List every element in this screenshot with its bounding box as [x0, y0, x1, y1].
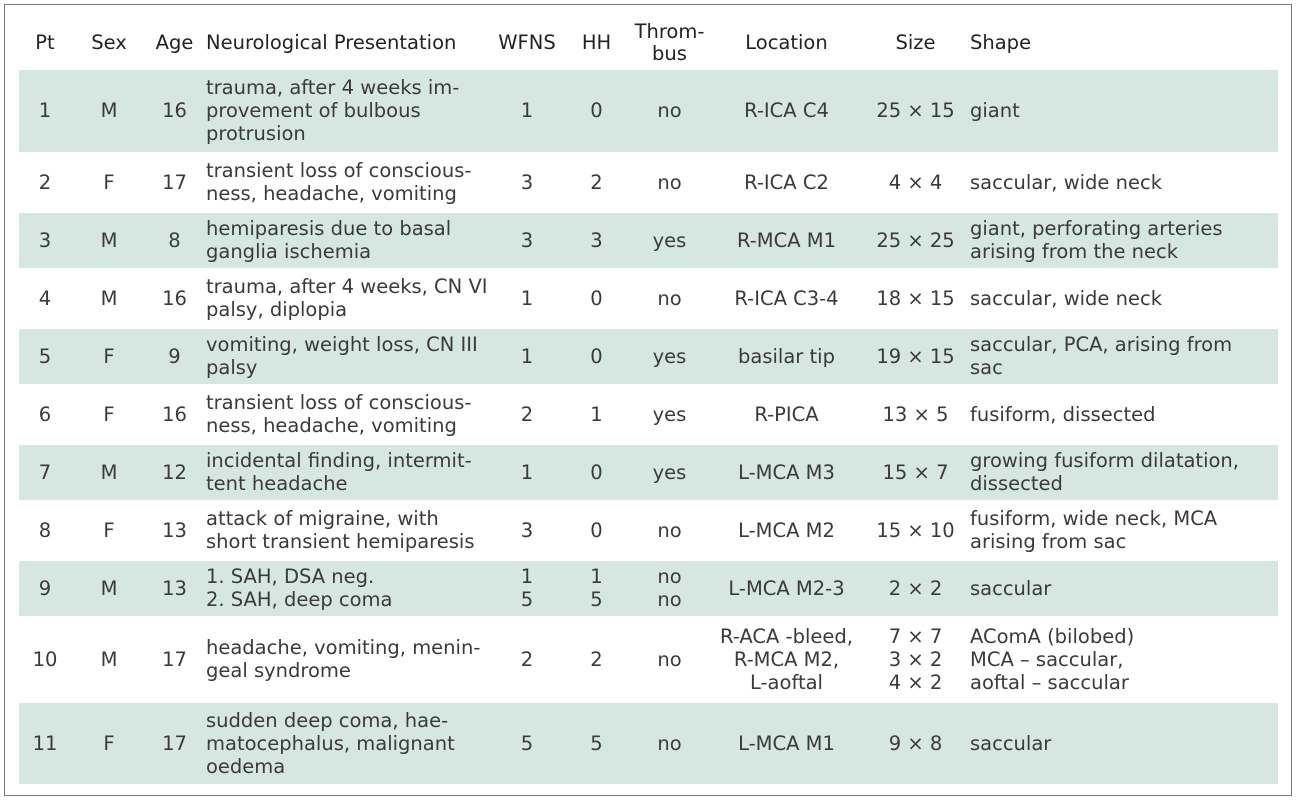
aneurysm-patient-table [19, 15, 1278, 787]
cell-shape-line: saccular, wide neck [970, 286, 1163, 310]
cell-presentation [202, 153, 494, 211]
cell-wfns [494, 269, 560, 327]
cell-wfns-line: 3 [520, 170, 534, 194]
cell-wfns-line: 5 [520, 588, 534, 611]
header-thrombus-line2: bus [652, 41, 687, 65]
cell-presentation-line: incidental finding, intermit- [206, 449, 472, 472]
cell-hh [560, 327, 633, 385]
cell-location [706, 559, 867, 617]
header-thrombus [633, 15, 706, 70]
cell-thrombus-line: yes [652, 344, 687, 368]
cell-presentation-line: 2. SAH, deep coma [206, 588, 393, 611]
table-row [19, 501, 1278, 559]
cell-shape [964, 327, 1278, 385]
cell-age: 17 [147, 701, 202, 785]
cell-shape-line: giant [970, 99, 1020, 123]
cell-thrombus [633, 559, 706, 617]
cell-presentation-line: tent headache [206, 472, 348, 495]
cell-shape-line: saccular, wide neck [970, 170, 1163, 194]
cell-age: 17 [162, 647, 187, 671]
cell-size-line: 4 × 2 [888, 670, 943, 694]
cell-shape [964, 269, 1278, 327]
cell-shape-line: fusiform, dissected [970, 402, 1156, 426]
cell-shape-line: fusiform, wide neck, MCA [970, 507, 1218, 530]
cell-hh [560, 211, 633, 269]
cell-size-line: 13 × 5 [882, 402, 949, 426]
cell-thrombus-line: no [657, 518, 682, 542]
cell-sex: F [71, 327, 147, 385]
cell-shape-line: arising from the neck [970, 240, 1179, 263]
cell-location-line: R-ICA C4 [744, 99, 829, 123]
cell-pt: 11 [19, 701, 71, 785]
cell-presentation [202, 617, 494, 701]
cell-sex: M [100, 647, 118, 671]
cell-age: 16 [147, 70, 202, 153]
cell-wfns-line: 2 [520, 402, 534, 426]
cell-presentation-line: 1. SAH, DSA neg. [206, 565, 375, 588]
cell-thrombus-line: no [657, 731, 682, 755]
cell-presentation-line: palsy, diplopia [206, 298, 348, 321]
cell-shape-line: saccular [970, 576, 1052, 600]
cell-wfns-line: 3 [520, 228, 534, 252]
cell-size-line: 25 × 25 [876, 228, 955, 252]
header-shape: Shape [970, 30, 1032, 54]
cell-wfns-line: 5 [520, 731, 534, 755]
cell-location-line: L-MCA M3 [738, 460, 835, 484]
cell-size-line: 18 × 15 [876, 286, 955, 310]
cell-size-line: 9 × 8 [888, 731, 943, 755]
cell-thrombus [633, 385, 706, 443]
cell-hh-line: 5 [590, 731, 603, 755]
cell-size [867, 269, 964, 327]
cell-location-line: L-MCA M1 [738, 731, 835, 755]
cell-shape-line: dissected [970, 472, 1063, 495]
cell-size [867, 701, 964, 785]
cell-hh-line: 0 [590, 286, 603, 310]
table-row [19, 559, 1278, 617]
cell-size-line: 7 × 7 [888, 624, 943, 648]
cell-size [867, 559, 964, 617]
header-age: Age [155, 30, 194, 54]
cell-wfns [494, 559, 560, 617]
cell-wfns-line: 2 [520, 647, 534, 671]
cell-thrombus [633, 269, 706, 327]
cell-thrombus [633, 701, 706, 785]
cell-size-line: 19 × 15 [876, 344, 955, 368]
cell-shape-line: sac [970, 356, 1003, 379]
table-row [19, 327, 1278, 385]
cell-sex: M [71, 70, 147, 153]
cell-size-line: 15 × 7 [882, 460, 949, 484]
cell-shape [964, 443, 1278, 501]
cell-hh-line: 1 [590, 402, 603, 426]
cell-age: 17 [162, 170, 187, 194]
cell-presentation [202, 70, 494, 153]
cell-hh-line: 5 [590, 588, 603, 611]
cell-thrombus-line: no [657, 647, 682, 671]
cell-sex: M [71, 211, 147, 269]
cell-wfns-line: 1 [520, 286, 534, 310]
cell-presentation-line: trauma, after 4 weeks, CN VI [206, 275, 488, 298]
cell-hh-line: 2 [590, 647, 603, 671]
cell-location-line: R-MCA M2, [733, 647, 840, 671]
cell-presentation-line: headache, vomiting, menin- [206, 636, 481, 659]
cell-shape [964, 501, 1278, 559]
cell-location-line: R-MCA M1 [736, 228, 836, 252]
cell-size [867, 327, 964, 385]
cell-thrombus [633, 327, 706, 385]
cell-pt: 6 [38, 402, 52, 426]
cell-thrombus [633, 211, 706, 269]
cell-sex: F [103, 170, 115, 194]
cell-size [867, 153, 964, 211]
cell-presentation-line: matocephalus, malignant [206, 731, 455, 755]
cell-pt: 1 [19, 70, 71, 153]
cell-shape-line: aoftal – saccular [970, 670, 1129, 694]
cell-location-line: L-aoftal [750, 670, 823, 694]
cell-thrombus-line: yes [652, 460, 687, 484]
cell-presentation-line: provement of bulbous [206, 99, 421, 123]
cell-presentation-line: trauma, after 4 weeks im- [206, 76, 460, 100]
table-body [19, 70, 1278, 785]
cell-wfns [494, 327, 560, 385]
table-row [19, 211, 1278, 269]
cell-age: 8 [147, 211, 202, 269]
cell-shape-line: saccular, PCA, arising from [970, 333, 1233, 356]
cell-thrombus [633, 617, 706, 701]
cell-size [867, 443, 964, 501]
cell-shape-line: saccular [970, 731, 1052, 755]
cell-thrombus [633, 501, 706, 559]
cell-hh [560, 385, 633, 443]
cell-shape [964, 617, 1278, 701]
header-pt: Pt [35, 30, 55, 54]
cell-thrombus [633, 443, 706, 501]
cell-thrombus-line: no [657, 588, 682, 611]
cell-wfns-line: 1 [520, 344, 534, 368]
cell-size [867, 211, 964, 269]
cell-location [706, 211, 867, 269]
header-row [19, 15, 1278, 70]
cell-presentation-line: hemiparesis due to basal [206, 217, 452, 240]
header-wfns: WFNS [498, 30, 556, 54]
cell-shape-line: giant, perforating arteries [970, 217, 1223, 240]
cell-location [706, 617, 867, 701]
cell-pt: 7 [19, 443, 71, 501]
cell-location [706, 385, 867, 443]
cell-presentation-line: geal syndrome [206, 659, 351, 682]
cell-age: 13 [162, 518, 187, 542]
cell-sex: F [103, 518, 115, 542]
cell-pt: 8 [38, 518, 52, 542]
cell-location-line: L-MCA M2 [738, 518, 835, 542]
cell-hh-line: 0 [590, 460, 603, 484]
cell-thrombus-line: yes [652, 402, 687, 426]
cell-location [706, 269, 867, 327]
cell-shape-line: MCA – saccular, [970, 647, 1124, 671]
cell-wfns [494, 70, 560, 153]
cell-wfns [494, 211, 560, 269]
cell-pt: 3 [19, 211, 71, 269]
cell-shape-line: growing fusiform dilatation, [970, 449, 1239, 472]
cell-thrombus-line: no [657, 286, 682, 310]
cell-hh-line: 3 [590, 228, 603, 252]
cell-presentation-line: sudden deep coma, hae- [206, 708, 449, 732]
cell-shape [964, 701, 1278, 785]
table-row [19, 443, 1278, 501]
cell-hh-line: 1 [590, 565, 603, 588]
cell-shape [964, 559, 1278, 617]
cell-presentation-line: oedema [206, 754, 286, 778]
cell-presentation-line: ness, headache, vomiting [206, 182, 457, 205]
cell-presentation [202, 211, 494, 269]
cell-wfns [494, 701, 560, 785]
cell-presentation [202, 559, 494, 617]
cell-size-line: 25 × 15 [876, 99, 955, 123]
cell-presentation-line: palsy [206, 356, 258, 379]
cell-pt: 9 [19, 559, 71, 617]
cell-location-line: R-ICA C3-4 [734, 286, 839, 310]
cell-hh [560, 701, 633, 785]
cell-presentation-line: short transient hemiparesis [206, 530, 475, 553]
cell-presentation-line: ness, headache, vomiting [206, 414, 457, 437]
cell-size-line: 4 × 4 [888, 170, 943, 194]
cell-presentation [202, 443, 494, 501]
cell-location [706, 443, 867, 501]
cell-size [867, 70, 964, 153]
cell-presentation-line: ganglia ischemia [206, 240, 372, 263]
cell-shape-line: arising from sac [970, 530, 1127, 553]
cell-presentation [202, 385, 494, 443]
header-hh: HH [581, 30, 612, 54]
table-row [19, 385, 1278, 443]
header-presentation: Neurological Presentation [206, 30, 457, 54]
cell-presentation-line: transient loss of conscious- [206, 159, 472, 182]
cell-presentation-line: vomiting, weight loss, CN III [206, 333, 478, 356]
cell-size [867, 501, 964, 559]
cell-hh-line: 0 [590, 344, 603, 368]
table-row [19, 70, 1278, 153]
cell-presentation [202, 701, 494, 785]
cell-presentation-line: protrusion [206, 122, 306, 146]
cell-sex: F [103, 402, 115, 426]
cell-thrombus-line: no [657, 170, 682, 194]
table-row [19, 269, 1278, 327]
cell-hh [560, 443, 633, 501]
cell-location-line: L-MCA M2-3 [728, 576, 845, 600]
cell-pt: 4 [38, 286, 52, 310]
cell-hh [560, 617, 633, 701]
cell-hh [560, 269, 633, 327]
table-row [19, 617, 1278, 701]
cell-age: 12 [147, 443, 202, 501]
cell-wfns-line: 1 [520, 99, 534, 123]
cell-shape [964, 211, 1278, 269]
cell-sex: F [71, 701, 147, 785]
header-size: Size [895, 30, 936, 54]
cell-location [706, 327, 867, 385]
cell-location-line: basilar tip [738, 344, 835, 368]
cell-size [867, 617, 964, 701]
cell-pt: 10 [32, 647, 58, 671]
cell-shape [964, 385, 1278, 443]
cell-size [867, 385, 964, 443]
cell-wfns [494, 153, 560, 211]
cell-presentation-line: attack of migraine, with [206, 507, 439, 530]
cell-shape-line: AComA (bilobed) [970, 624, 1135, 648]
cell-wfns-line: 1 [520, 460, 534, 484]
cell-wfns-line: 1 [520, 565, 534, 588]
cell-size-line: 2 × 2 [888, 576, 943, 600]
cell-sex: M [71, 559, 147, 617]
cell-location [706, 153, 867, 211]
header-thrombus-line1: Throm- [634, 19, 705, 43]
cell-size-line: 15 × 10 [876, 518, 955, 542]
cell-size-line: 3 × 2 [888, 647, 943, 671]
cell-location-line: R-ACA -bleed, [720, 624, 853, 648]
cell-age: 16 [162, 402, 187, 426]
cell-age: 9 [147, 327, 202, 385]
cell-presentation [202, 269, 494, 327]
cell-thrombus-line: yes [652, 228, 687, 252]
cell-sex: M [100, 286, 118, 310]
cell-pt: 5 [19, 327, 71, 385]
cell-shape [964, 70, 1278, 153]
cell-location-line: R-PICA [754, 402, 819, 426]
cell-hh-line: 2 [590, 170, 603, 194]
table-row [19, 701, 1278, 785]
cell-thrombus-line: no [657, 99, 682, 123]
header-sex: Sex [91, 30, 127, 54]
cell-age: 13 [147, 559, 202, 617]
cell-location [706, 701, 867, 785]
cell-thrombus-line: no [657, 565, 682, 588]
cell-hh-line: 0 [590, 518, 603, 542]
cell-wfns [494, 385, 560, 443]
cell-hh-line: 0 [590, 99, 603, 123]
cell-thrombus [633, 70, 706, 153]
cell-location-line: R-ICA C2 [744, 170, 829, 194]
cell-shape [964, 153, 1278, 211]
cell-presentation [202, 327, 494, 385]
cell-wfns [494, 501, 560, 559]
cell-hh [560, 70, 633, 153]
cell-presentation [202, 501, 494, 559]
header-location: Location [745, 30, 828, 54]
cell-hh [560, 501, 633, 559]
cell-pt: 2 [38, 170, 52, 194]
table-row [19, 153, 1278, 211]
cell-hh [560, 153, 633, 211]
cell-wfns-line: 3 [520, 518, 534, 542]
cell-hh [560, 559, 633, 617]
cell-thrombus [633, 153, 706, 211]
cell-age: 16 [162, 286, 187, 310]
cell-wfns [494, 443, 560, 501]
cell-location [706, 70, 867, 153]
cell-location [706, 501, 867, 559]
cell-sex: M [71, 443, 147, 501]
cell-wfns [494, 617, 560, 701]
cell-presentation-line: transient loss of conscious- [206, 391, 472, 414]
